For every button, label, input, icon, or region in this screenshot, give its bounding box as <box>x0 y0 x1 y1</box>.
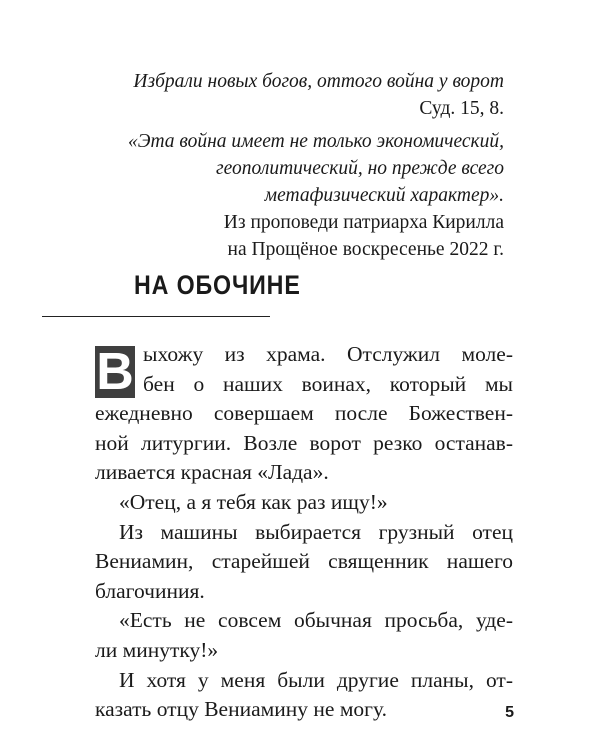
chapter-title: НА ОБОЧИНЕ <box>134 270 301 300</box>
page-number: 5 <box>505 704 514 721</box>
body-line: ежедневно совершаем после Божествен- <box>95 401 513 426</box>
body-line: И хотя у меня были другие планы, от- <box>119 667 513 692</box>
body-line: бен о наших воинах, который мы <box>143 371 513 396</box>
epigraph-2 <box>128 128 504 263</box>
drop-cap: В <box>96 343 134 401</box>
body-line: ливается красная «Лада». <box>95 460 329 485</box>
epigraph-source-line: Из проповеди патриарха Кирилла <box>223 212 504 233</box>
epigraph-quote-line: геополитический, но прежде всего <box>216 158 504 179</box>
epigraph-source-line: на Прощёное воскресенье 2022 г. <box>227 239 504 260</box>
chapter-body <box>95 340 513 725</box>
body-line: «Отец, а я тебя как раз ищу!» <box>119 489 388 514</box>
epigraph-source-line: Суд. 15, 8. <box>419 98 504 119</box>
epigraph-1 <box>133 68 504 122</box>
body-line: ли минутку!» <box>95 637 219 662</box>
body-line: «Есть не совсем обычная просьба, уде- <box>119 608 513 633</box>
body-line: Из машины выбирается грузный отец <box>119 519 513 544</box>
body-line: казать отцу Вениамину не могу. <box>95 697 387 722</box>
body-line: ной литургии. Возле ворот резко останав- <box>95 430 513 455</box>
body-line: ыхожу из храма. Отслужил моле- <box>143 342 513 366</box>
epigraph-quote-line: Избрали новых богов, оттого война у ворот <box>133 71 504 92</box>
epigraph-quote-line: метафизический характер». <box>264 185 504 206</box>
body-line: благочиния. <box>95 578 205 603</box>
epigraph-quote-line: «Эта война имеет не только экономический, <box>127 131 504 152</box>
title-divider <box>42 316 270 317</box>
body-line: Вениамин, старейшей священник нашего <box>95 549 513 574</box>
